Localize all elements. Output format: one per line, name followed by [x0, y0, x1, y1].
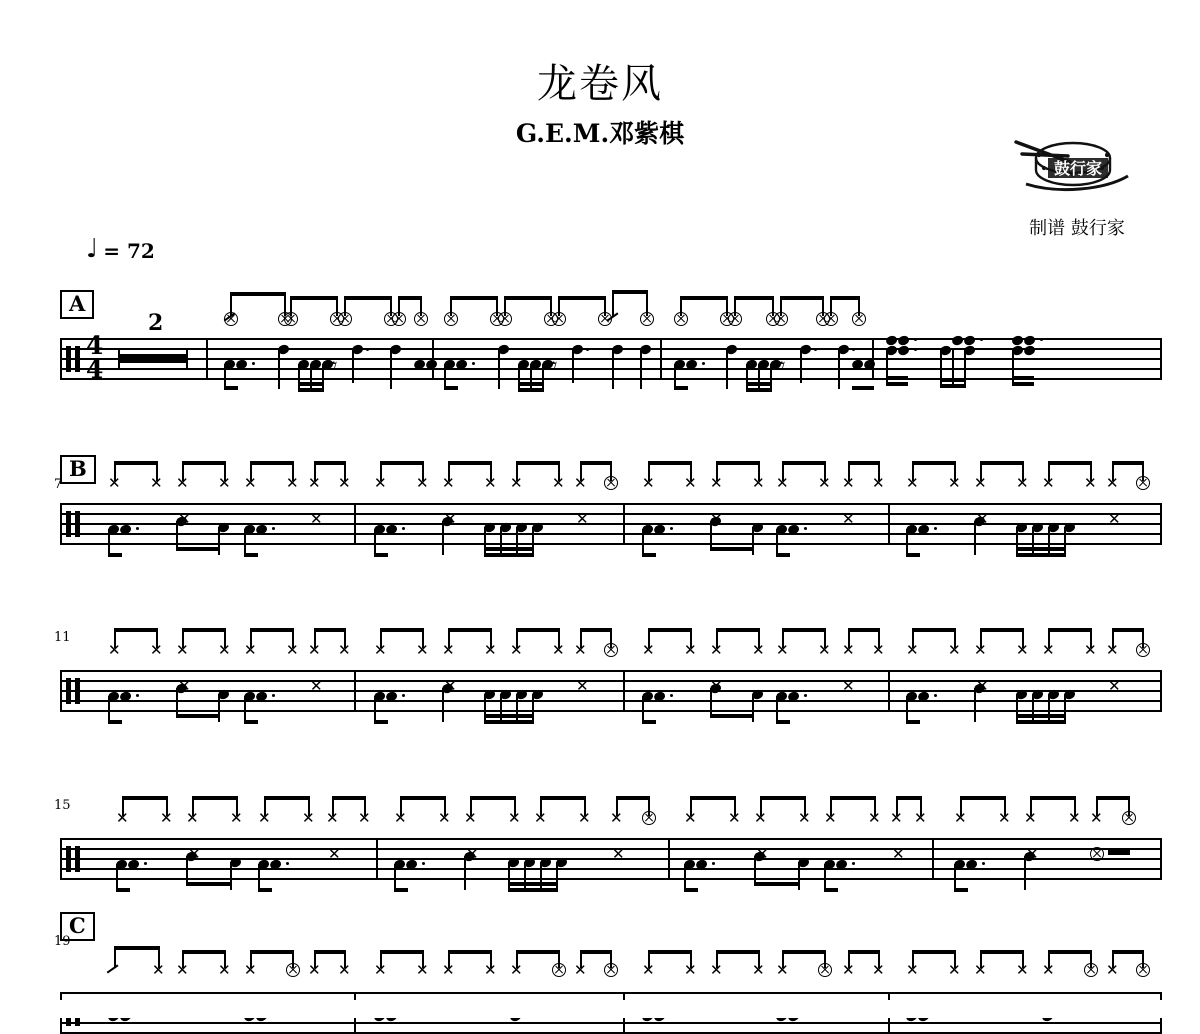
staff-line: [60, 878, 1162, 880]
barline: [872, 338, 874, 380]
staff-line: [60, 543, 1162, 545]
staff-line: [60, 670, 1162, 672]
tempo-value: = 72: [103, 239, 155, 263]
barline: [1160, 338, 1162, 380]
publisher-credit: 制谱 鼓行家: [1029, 218, 1125, 239]
barline: [1160, 670, 1162, 712]
time-signature-denominator: 4: [86, 355, 104, 384]
barline: [623, 670, 625, 712]
time-signature-numerator: 4: [86, 331, 104, 360]
barline: [376, 838, 378, 880]
multi-measure-rest-cap: [118, 348, 120, 369]
barline: [206, 338, 208, 380]
staff-line: [60, 503, 1162, 505]
measure-number: 15: [54, 798, 71, 813]
staff-4: [60, 838, 1162, 880]
barline: [888, 670, 890, 712]
percussion-clef-icon: [64, 678, 82, 704]
staff-line: [60, 868, 1162, 870]
staff-line: [60, 838, 1162, 840]
staff-line: [60, 533, 1162, 535]
barline: [60, 338, 62, 380]
barline: [932, 838, 934, 880]
barline: [60, 503, 62, 545]
staff-line: [60, 848, 1162, 850]
rehearsal-mark-b: B: [60, 455, 96, 484]
multi-measure-rest: [118, 354, 188, 363]
multi-measure-rest-count: 2: [148, 310, 164, 336]
measure-number: 19: [54, 934, 71, 949]
barline: [60, 838, 62, 880]
staff-line: [60, 1032, 1162, 1034]
barline: [1160, 838, 1162, 880]
barline: [660, 338, 662, 380]
percussion-clef-icon: [64, 846, 82, 872]
barline: [668, 838, 670, 880]
publisher-logo: [1008, 128, 1138, 198]
staff-line: [60, 358, 1162, 360]
page-bottom-margin: [0, 1000, 1200, 1018]
staff-line: [60, 513, 1162, 515]
staff-line: [60, 710, 1162, 712]
staff-line: [60, 1022, 1162, 1024]
staff-line: [60, 700, 1162, 702]
staff-line: [60, 858, 1162, 860]
barline: [354, 670, 356, 712]
page-title: 龙卷风: [537, 61, 663, 107]
barline: [60, 670, 62, 712]
tempo-marking: [86, 234, 155, 264]
barline: [1160, 503, 1162, 545]
barline: [888, 503, 890, 545]
measure-number: 11: [54, 630, 71, 645]
svg-text:鼓行家: 鼓行家: [1053, 159, 1103, 178]
barline: [623, 503, 625, 545]
staff-line: [60, 338, 1162, 340]
barline: [354, 503, 356, 545]
time-signature: [86, 331, 104, 384]
artist-name: G.E.M.邓紫棋: [515, 119, 685, 148]
percussion-clef-icon: [64, 346, 82, 372]
percussion-clef-icon: [64, 511, 82, 537]
staff-line: [60, 992, 1162, 994]
staff-line: [60, 680, 1162, 682]
multi-measure-rest-cap: [186, 348, 188, 369]
rehearsal-mark-a: A: [60, 290, 94, 319]
quarter-note-icon: ♩: [86, 234, 99, 264]
measure-number: 7: [54, 477, 63, 492]
rehearsal-mark-c: C: [60, 912, 95, 941]
